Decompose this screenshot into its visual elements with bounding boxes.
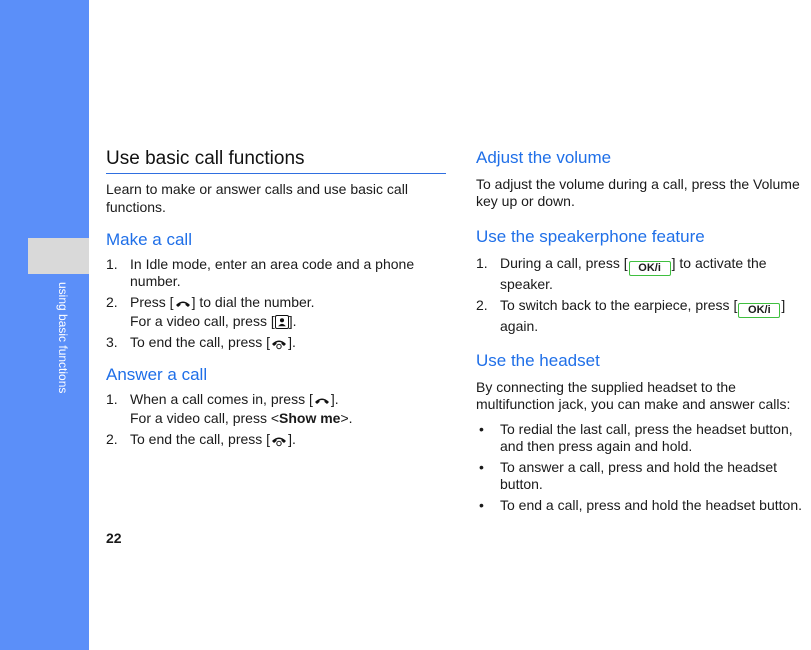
step-subtext: ]. [288, 313, 297, 329]
step-subtext: >. [340, 410, 353, 426]
step-text: ] again. [500, 297, 786, 334]
step-text: To end the call, press [ [130, 431, 271, 447]
bullet-icon: • [479, 421, 484, 437]
page-number: 22 [106, 530, 122, 546]
step-number: 3. [106, 334, 118, 350]
headset-heading: Use the headset [476, 351, 600, 370]
bullet-text: To end a call, press and hold the headset button. [500, 497, 802, 513]
step-subtext: For a video call, press < [130, 410, 280, 426]
speakerphone-steps [476, 255, 811, 335]
page-title: Use basic call functions [106, 148, 446, 174]
step-text: In Idle mode, enter an area code and a phone number. [130, 256, 415, 289]
step-subtext: For a video call, press [ [130, 313, 275, 329]
ok-key-icon: OK/i [738, 303, 780, 318]
end-call-key-icon [270, 433, 288, 447]
list-item [476, 255, 811, 293]
step-text: ] to dial the number. [191, 294, 315, 310]
list-item [106, 391, 446, 427]
list-item [106, 431, 446, 448]
right-column [476, 148, 811, 518]
step-number: 1. [106, 391, 118, 407]
step-number: 2. [106, 294, 118, 310]
call-key-icon [174, 296, 192, 310]
step-text: During a call, press [ [500, 255, 628, 271]
step-text: ]. [288, 431, 296, 447]
make-call-steps [106, 256, 446, 351]
step-text: ]. [288, 334, 296, 350]
step-text: ]. [330, 391, 339, 407]
step-number: 1. [106, 256, 118, 272]
answer-call-steps [106, 391, 446, 448]
list-item [476, 421, 811, 455]
list-item [476, 297, 811, 335]
speakerphone-heading: Use the speakerphone feature [476, 227, 705, 246]
sidebar-label: using basic functions [56, 282, 70, 394]
make-call-heading: Make a call [106, 230, 192, 249]
list-item [106, 334, 446, 351]
bullet-text: To answer a call, press and hold the headset button. [500, 459, 778, 492]
headset-bullets [476, 421, 811, 514]
step-number: 2. [106, 431, 118, 447]
show-me-label: Show me [279, 410, 341, 426]
list-item [476, 497, 811, 514]
sidebar [0, 0, 89, 650]
volume-heading: Adjust the volume [476, 148, 612, 167]
step-text: ] to activate the speaker. [500, 255, 767, 292]
sidebar-tab [28, 238, 89, 274]
end-call-key-icon [270, 336, 288, 350]
call-key-icon [313, 393, 331, 407]
step-text: Press [ [130, 294, 174, 310]
intro-text: Learn to make or answer calls and use basic call functions. [106, 181, 408, 215]
video-call-key-icon [275, 315, 289, 329]
volume-text: To adjust the volume during a call, press the Volume key up or down. [476, 176, 800, 209]
ok-key-icon: OK/i [629, 261, 671, 276]
step-text: To end the call, press [ [130, 334, 271, 350]
step-text: To switch back to the earpiece, press [ [500, 297, 738, 313]
list-item [106, 294, 446, 330]
bullet-text: To redial the last call, press the headset button, and then press again and hold. [500, 421, 793, 454]
step-number: 1. [476, 255, 488, 271]
step-text: When a call comes in, press [ [130, 391, 313, 407]
headset-text: By connecting the supplied headset to the multifunction jack, you can make and answer calls: [476, 379, 791, 412]
bullet-icon: • [479, 459, 484, 475]
bullet-icon: • [479, 497, 484, 513]
list-item [106, 256, 446, 290]
list-item [476, 459, 811, 493]
left-column [106, 148, 446, 452]
step-number: 2. [476, 297, 488, 313]
answer-call-heading: Answer a call [106, 365, 208, 384]
